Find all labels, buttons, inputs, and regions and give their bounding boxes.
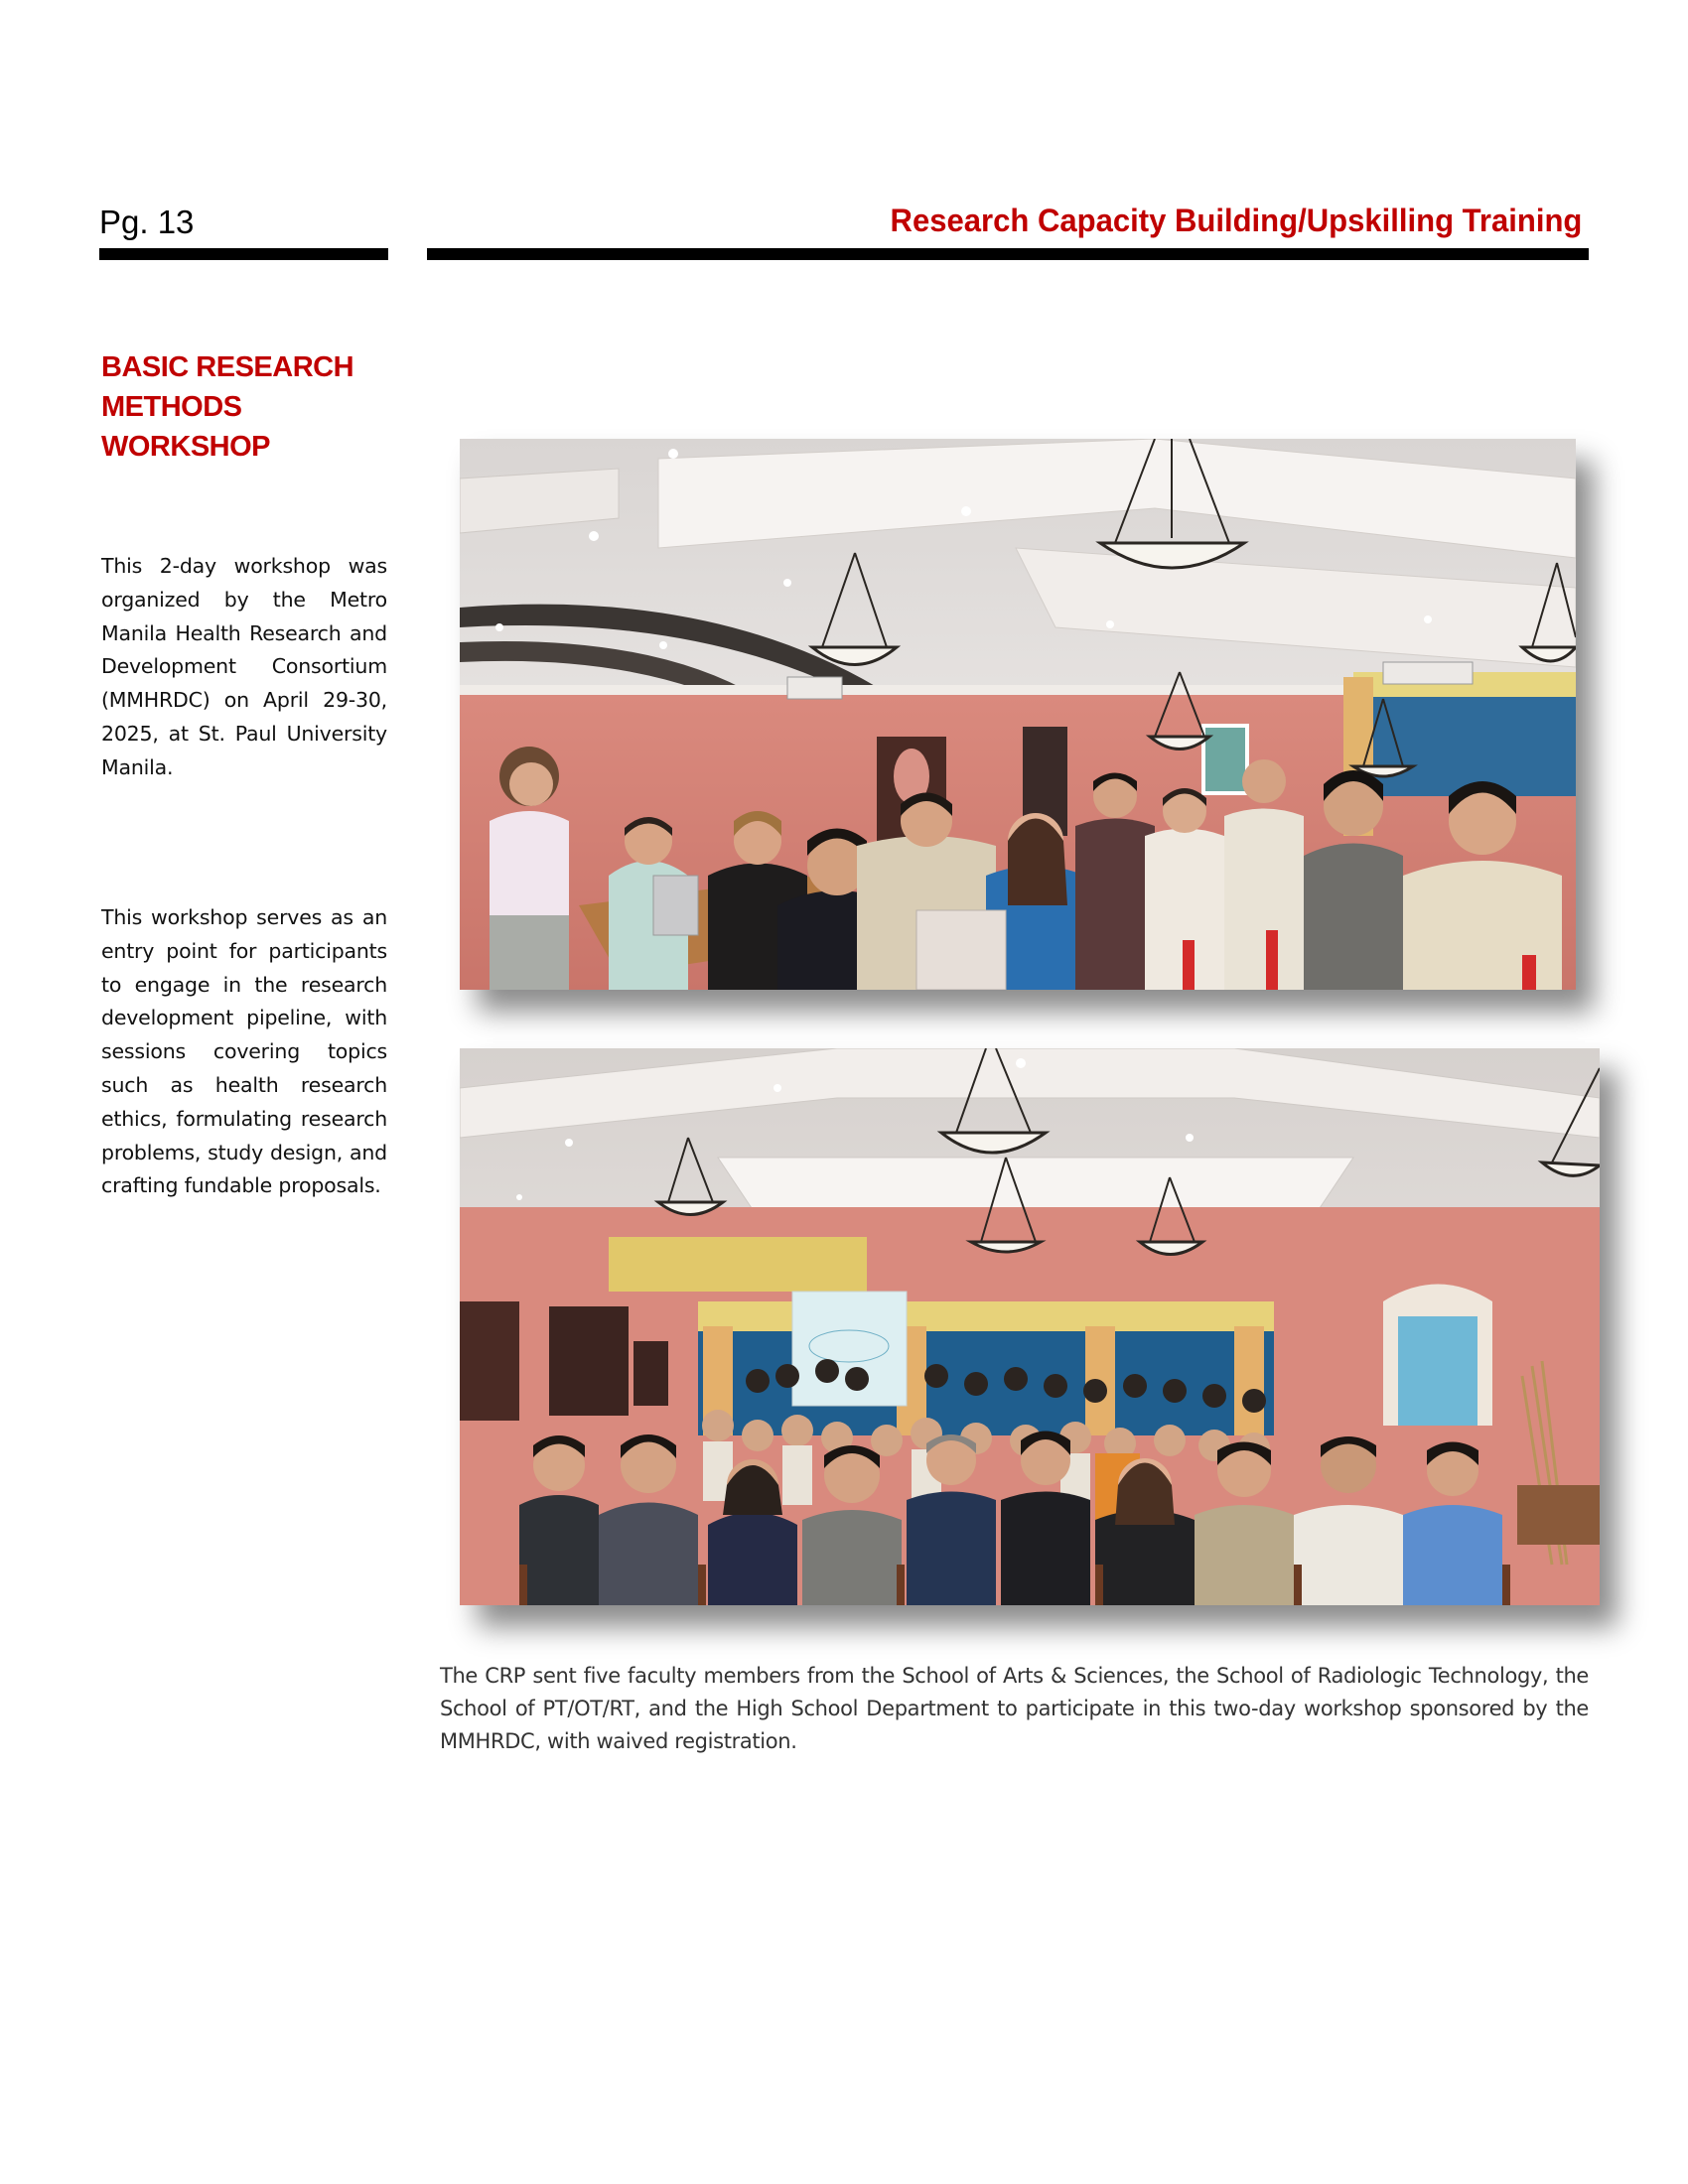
workshop-heading-line: BASIC RESEARCH xyxy=(101,351,354,383)
workshop-lecture-photo xyxy=(460,439,1576,990)
workshop-heading-line: METHODS xyxy=(101,391,242,423)
workshop-heading xyxy=(101,347,399,467)
workshop-description-paragraph: This 2-day workshop was organized by the Metro Manila Health Research and Development Consortium (MMHRDC) on April 29-30, 2025, at St. Paul University Manila. xyxy=(101,554,387,779)
lecture-photo-illustration xyxy=(460,439,1576,990)
group-photo xyxy=(460,1048,1600,1605)
photo-caption: The CRP sent five faculty members from the School of Arts & Sciences, the School of Radiologic Technology, the School of PT/OT/RT, and the High School Department to participate in this two-day workshop sponsored by the MMHRDC, with waived registration. xyxy=(440,1664,1589,1753)
workshop-purpose-paragraph: This workshop serves as an entry point for participants to engage in the research development pipeline, with sessions covering topics such as health research ethics, formulating research problems, study design, and crafting fundable proposals. xyxy=(101,905,387,1198)
workshop-heading-line: WORKSHOP xyxy=(101,431,270,463)
header-rule-left xyxy=(99,248,388,260)
group-photo-illustration xyxy=(460,1048,1600,1605)
page-number: Pg. 13 xyxy=(99,204,195,240)
section-title: Research Capacity Building/Upskilling Training xyxy=(890,203,1582,238)
header-rule-right xyxy=(427,248,1589,260)
